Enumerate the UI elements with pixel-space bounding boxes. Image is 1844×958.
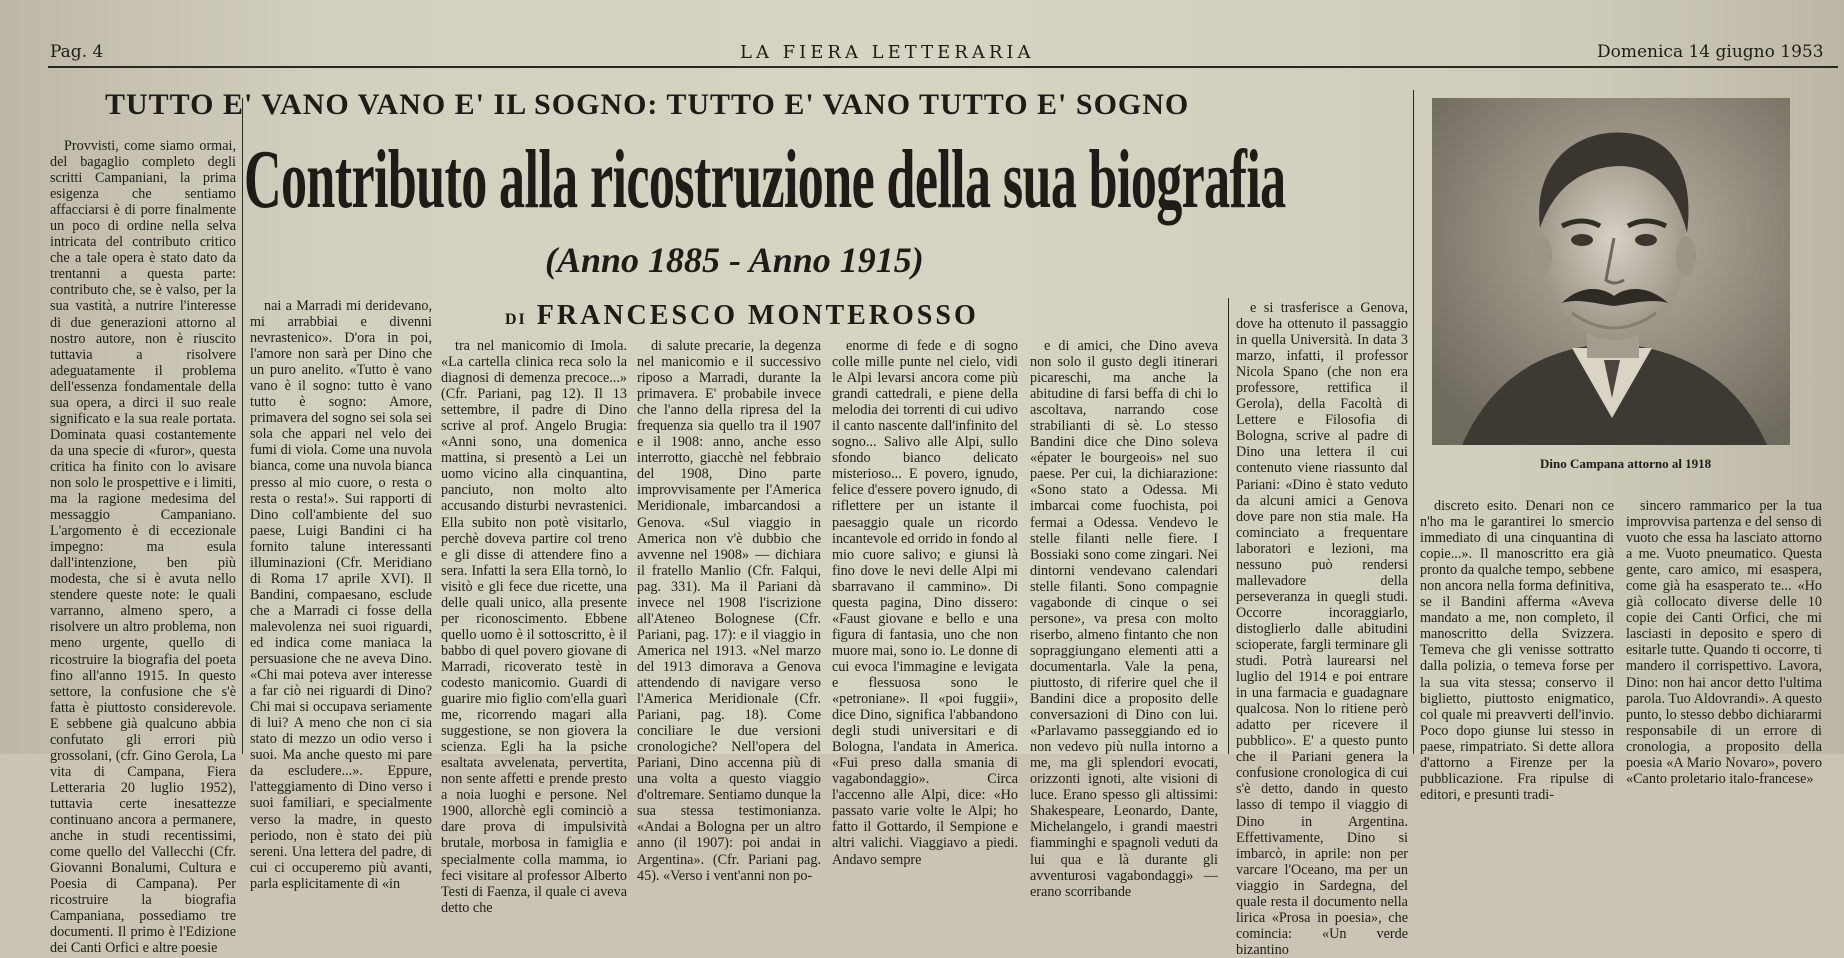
article-column-3: tra nel manicomio di Imola. «La cartella clinica reca solo la diagnosi di demenza precoce...» (Cfr. Pariani, pag 12). Il 13 settembre, il padre di Dino scrive al prof. Angelo Brugia: «Anni sono, una domenica mattina, si presentò a Lei un uomo vicino alla cinquantina, panciuto, non molto alto accusando disturbi nevrastenici. Ella subito non potè visitarlo, perchè doveva partire col treno e gli disse di attendere fino a sera. Infatti la sera Ella tornò, lo visitò e gli fece due ricette, una delle quali unico, alla presente per riconoscimento. Ebbene quello uomo è il sottoscritto, è il babbo di quel povero giovane di Marradi, ricoverato testè in codesto manicomio. Guardi di guarire mio figlio com'ella guarì me, ricorrendo magari alla suggestione, se non giovera la scienza. Egli ha la psiche esaltata avvelenata, pervertita, non sente affetti e prende presto a noia luoghi e persone. Nel 1900, allorchè egli cominciò a dare prova di impulsività brutale, morbosa in famiglia e specialmente colla mamma, io feci visitare al professor Alberto Testi di Faenza, il quale ci aveva detto che: [441, 338, 627, 916]
portrait-photo: [1432, 98, 1790, 445]
article-column-9: sincero rammarico per la tua improvvisa partenza e del senso di vuoto che essa ha lasciato attorno a me. Vuoto pneumatico. Questa gente, caro amico, mi esaspera, come già ha esasperato te... «Ho già collocato diverse delle 10 copie dei Canti Orfici, che mi lasciasti in deposito e spero di esitarle tutte. Quando ti occorre, ti mandero il corrispettivo. Lavora, Dino: non hai ancor detto l'ultima parola. Tuo Aldovrandi». A questo punto, lo stesso debbo dichiararmi responsabile di un errore di cronologia, a proposito della poesia «A Mario Novaro», povero «Canto proletario italo-francese»: [1626, 498, 1822, 787]
article-column-2: nai a Marradi mi deridevano, mi arrabbiai e divenni nevrastenico». D'ora in poi, l'amore non sarà per Dino che un puro anelito. «Tutto è vano vano è il sogno: tutto è vano tutto è sogno: Amore, primavera del sogno sei sola sei sola che appari nel velo dei fumi di viola. Come una nuvola bianca, come una nuvola bianca presso al mio cuore, o resta o resta o resta!». Sui rapporti di Dino coll'ambiente del suo paese, Luigi Bandini ci ha fornito talune interessanti illuminazioni (Cfr. Meridiano di Roma 17 aprile XVI). Il Bandini, compaesano, esclude che a Marradi ci fosse della malevolenza nei suoi riguardi, ed indica come maniaca la persuasione che ne aveva Dino. «Chi mai poteva aver interesse a far ciò nei riguardi di Dino? Chi mai si occupava seriamente di lui? A meno che non ci sia stato di mezzo un odio verso i suoi. Ma anche questo mi pare da escludere...». Eppure, l'atteggiamento di Dino verso i suoi familiari, e specialmente verso la madre, in questo periodo, non è stato dei più sereni. Una lettera del padre, di cui ci occuperemo più avanti, parla esplicitamente di «in: [250, 298, 432, 892]
article-byline: [505, 300, 979, 336]
column-rule: [242, 98, 243, 754]
article-column-1: Provvisti, come siamo ormai, del bagaglio completo degli scritti Campaniani, la prima esigenza che sentiamo affacciarsi è di porre finalmente un poco di ordine nella selva intricata del contributo critico che a tale opera è stato dato da trentanni a questa parte: contributo che, se è valso, per la sua vastità, a nutrire l'interesse di due generazioni attorno al nostro autore, non è riuscito tuttavia a risolvere adeguatamente il problema dell'essenza fondamentale della sua opera, a dirci il suo reale significato e la sua reale portata. Dominata quasi costantemente da una specie di «furor», questa critica ha finito con lo avisare non solo le prospettive e i limiti, ma la ragione medesima del messaggio Campaniano. L'argomento è di eccezionale impegno: ma esula dall'intenzione, ben più modesta, che si è avuta nello stendere queste note: le quali varranno, almeno spero, a risolvere un altro problema, non meno urgente, quello di ricostruire la biografia del poeta fino all'anno 1915. In questo settore, la confusione che s'è fatta è piuttosto considerevole. E sebbene già qualcuno abbia confutato gli errori più grossolani, (cfr. Gino Gerola, La vita di Campana, Fiera Letteraria 20 luglio 1952), tuttavia certe inesattezze continuano ancora a permanere, anche in studi recentissimi, come quello del Vallecchi (Cfr. Giovanni Bonalumi, Cultura e Poesia di Campana). Per ricostruire la biografia Campaniana, possediamo tre documenti. Il primo è l'Edizione dei Canti Orfici e altre poesie: [50, 138, 236, 957]
article-column-6: e di amici, che Dino aveva non solo il gusto degli itinerari picareschi, ma anche la abitudine di farsi beffa di chi lo ascoltava, narrando cose strabilianti di sè. Lo stesso Bandini dice che Dino soleva «épater le bourgeois» nel suo paese. Per cui, la dichiarazione: «Sono stato a Odessa. Mi imbarcai come fuochista, poi fermai a Odessa. Vendevo le stelle filanti nelle fiere. I Bossiaki sono come zingari. Nei dintorni vendevano calendari stelle filanti. Sono compagnie vagabonde di cinque o sei persone», va presa con molto riserbo, almeno fintanto che non sopraggiungano elementi atti a documentarla. Vale la pena, piuttosto, di riferire quel che il Bandini dice a proposito delle conversazioni di Dino con lui. «Parlavamo passeggiando ed io non vedevo più nulla intorno a me, ma gli splendori evocati, orizzonti ignoti, alte visioni di luce. Erano spesso gli altissimi: Shakespeare, Leonardo, Dante, Michelangelo, i grandi maestri fiamminghi e spagnoli veduti da lui qua e là durante gli avventurosi vagabondaggi» — erano scorribande: [1030, 338, 1218, 900]
column-rule: [1228, 298, 1229, 754]
byline-prefix: DI: [505, 311, 527, 328]
masthead: LA FIERA LETTERARIA: [740, 42, 1035, 63]
article-column-7: e si trasferisce a Genova, dove ha ottenuto il passaggio in quella Università. In data 3 marzo, infatti, il professor Nicola Spano (che non era professore, rettifica il Gerola), della Facoltà di Lettere e Filosofia di Bologna, scrive al padre di Dino una lettera il cui contenuto viene riassunto dal Pariani: «Dino è stato veduto da alcuni amici a Genova dove pare non stia male. Ha cominciato a frequentare laboratori e lezioni, ma nessuno può rendersi mallevadore della perseveranza in quegli studi. Occorre incoraggiarlo, distoglierlo dalle abitudini scioperate, fargli terminare gli studi. Potrà laurearsi nel luglio del 1914 e poi entrare in una farmacia e guadagnare qualcosa. Non lo ritiene però adatto per ricevere il pubblico». E' a questo punto che il Pariani genera la confusione cronologica di cui s'è detto, dando in questo lasso di tempo il viaggio di Dino in Argentina. Effettivamente, Dino si imbarcò, in aprile: non per varcare l'Oceano, ma per un viaggio in Sardegna, del quale resta il documento nella lirica «Prosa in poesia», che comincia: «Un verde bizantino: [1236, 300, 1408, 958]
article-column-5: enorme di fede e di sogno colle mille punte nel cielo, vidi le Alpi levarsi ancora come più grandi cattedrali, e piene della melodia dei torrenti di cui udivo il canto nascente dall'infinito del sogno... Salivo alle Alpi, sullo sfondo bianco delicato misterioso... E povero, ignudo, felice d'essere povero ignudo, di riflettere per un istante il paesaggio quale un ricordo incantevole ed orrido in fondo al mio cuore salivo; e giunsi là fino dove le nevi delle Alpi mi sbarravano il cammino». Di questa pagina, Dino dissero: «Faust giovane e bello e una figura di fantasia, uno che non muore mai, sono io. Le donne di cui evoca l'immagine e levigata e flessuosa sono le «petroniane». Il «poi fuggii», dice Dino, significa l'abbandono degli studi universitari e di Bologna, l'andata in America. «Fui preso dalla smania di vagabondaggio». Circa l'accenno alle Alpi, dice: «Ho passato varie volte le Alpi; ho fatto il Gottardo, il Sempione e altri valichi. Viaggiavo a piedi. Andavo sempre: [832, 338, 1018, 868]
article-subtitle: (Anno 1885 - Anno 1915): [545, 240, 924, 280]
issue-date: Domenica 14 giugno 1953: [1597, 42, 1824, 62]
header-rule: [48, 66, 1838, 68]
page-number: Pag. 4: [50, 42, 104, 62]
column-rule: [1413, 90, 1414, 754]
portrait-illustration: [1432, 98, 1790, 445]
article-column-8: discreto esito. Denari non ce n'ho ma le garantirei lo smercio immediato di una cinquantina di copie...». Il manoscritto era già pronto da qualche tempo, sebbene non ancora nella forma definitiva, se il Bandini afferma «Aveva mandato a me, non completo, il manoscritto della Svizzera. Temeva che gli venisse sottratto dalla polizia, o temeva forse per la sua vita stessa; conservo il biglietto, piuttosto enigmatico, col quale mi preavverti dell'invio. Poco dopo giunse lui stesso in paese, rimpatriato. Si dette allora d'attorno a Firenze per la pubblicazione. Fra ripulse di editori, e presunti tradi-: [1420, 498, 1614, 803]
article-column-4: di salute precarie, la degenza nel manicomio e il successivo riposo a Marradi, durante la primavera. E' probabile invece che l'anno della ripresa del la frequenza sia quello tra il 1907 e il 1908: anno, anche esso interrotto, giacchè nel febbraio del 1908, Dino parte improvvisamente per l'America Meridionale, imbarcandosi a Genova. «Sul viaggio in America non v'è dubbio che avvenne nel 1908» — dichiara il fratello Manlio (Cfr. Falqui, pag. 331). Ma il Pariani dà invece nel 1908 l'iscrizione all'Ateneo Bolognese (Cfr. Pariani, pag. 17): e il viaggio in America nel 1913. «Nel marzo del 1913 dimorava a Genova attendendo di navigare verso l'America Meridionale (Cfr. Pariani, pag. 18). Come conciliare le due versioni cronologiche? Nell'opera del Pariani, Dino accenna più di una volta a questo viaggio d'oltremare. Sentiamo dunque la sua stessa testimonianza. «Andai a Bologna per un altro anno (il 1907): poi andai in Argentina». (Cfr. Pariani pag. 45). «Verso i vent'anni non po-: [637, 338, 821, 884]
photo-caption: Dino Campana attorno al 1918: [1540, 456, 1712, 471]
author-name: FRANCESCO MONTEROSSO: [536, 300, 979, 331]
article-title: Contributo alla ricostruzione della sua biografia: [244, 133, 1286, 226]
article-kicker: TUTTO E' VANO VANO E' IL SOGNO: TUTTO E' VANO TUTTO E' SOGNO: [105, 88, 1190, 121]
